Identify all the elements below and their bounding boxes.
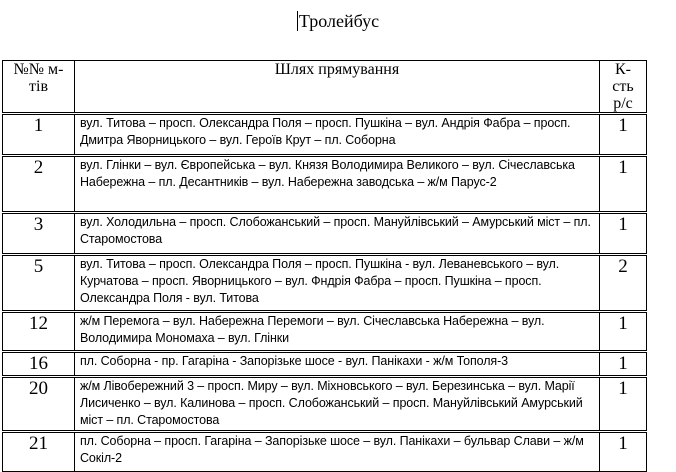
route-path: вул. Холодильна – просп. Слобожанський – просп. Мануйлівський – Амурський міст – пл. Старомостова <box>75 213 600 255</box>
route-number: 16 <box>3 352 75 377</box>
table-row <box>3 156 647 213</box>
route-number: 5 <box>3 255 75 312</box>
route-number: 21 <box>3 432 75 472</box>
route-number: 20 <box>3 377 75 432</box>
route-path: ж/м Лівобережний 3 – просп. Миру – вул. Міхновського – вул. Березинська – вул. Марії Лисиченко – вул. Калинова – просп. Слобожанський – просп. Мануйлівський Амурський міст – пл. Старомостова <box>75 377 600 432</box>
vehicle-count: 1 <box>600 114 647 156</box>
header-vehicle-count: К-сть р/с <box>600 61 647 114</box>
route-path: вул. Глінки – вул. Європейська – вул. Князя Володимира Великого – вул. Січеславська Набережна – пл. Десантників – вул. Набережна заводська – ж/м Парус-2 <box>75 156 600 213</box>
table-row <box>3 377 647 432</box>
table-row <box>3 213 647 255</box>
route-number: 2 <box>3 156 75 213</box>
route-path: ж/м Перемога – вул. Набережна Перемоги – вул. Січеславська Набережна – вул. Володимира Мономаха – вул. Глінки <box>75 312 600 352</box>
route-number: 3 <box>3 213 75 255</box>
vehicle-count: 1 <box>600 213 647 255</box>
vehicle-count: 2 <box>600 255 647 312</box>
route-path: пл. Соборна - пр. Гагаріна - Запорізьке шосе - вул. Панікахи - ж/м Тополя-3 <box>75 352 600 377</box>
vehicle-count: 1 <box>600 156 647 213</box>
header-route-path: Шлях прямування <box>75 61 600 114</box>
vehicle-count: 1 <box>600 377 647 432</box>
route-path: вул. Титова – просп. Олександра Поля – просп. Пушкіна – вул. Андрія Фабра – просп. Дмитра Яворницького – вул. Героїв Крут – пл. Соборна <box>75 114 600 156</box>
text-cursor <box>297 11 298 31</box>
table-row <box>3 255 647 312</box>
document-title <box>0 9 676 33</box>
document-title-text: Тролейбус <box>298 11 380 31</box>
vehicle-count: 1 <box>600 312 647 352</box>
route-number: 1 <box>3 114 75 156</box>
routes-table <box>2 60 647 472</box>
table-row <box>3 114 647 156</box>
table-row <box>3 312 647 352</box>
route-path: вул. Титова – просп. Олександра Поля – просп. Пушкіна - вул. Леваневського – вул. Курчатова – просп. Яворницького – вул. Фндрія Фабра – просп. Пушкіна – просп. Олександра Поля - вул. Титова <box>75 255 600 312</box>
table-row <box>3 352 647 377</box>
vehicle-count: 1 <box>600 432 647 472</box>
route-path: пл. Соборна – просп. Гагаріна – Запорізьке шосе – вул. Панікахи – бульвар Слави – ж/м Сокіл-2 <box>75 432 600 472</box>
table-header-row <box>3 61 647 114</box>
route-number: 12 <box>3 312 75 352</box>
table-row <box>3 432 647 472</box>
header-route-number: №№ м-тів <box>3 61 75 114</box>
vehicle-count: 1 <box>600 352 647 377</box>
